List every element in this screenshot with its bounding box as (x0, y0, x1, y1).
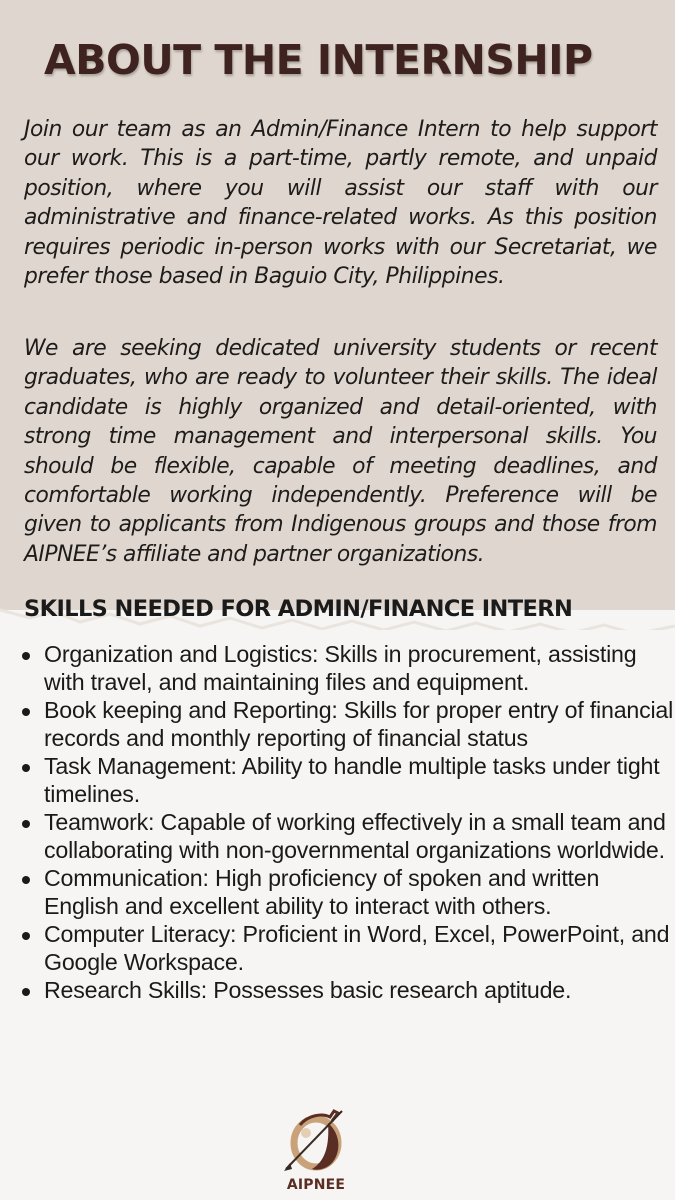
skill-item-text: Organization and Logistics: Skills in procurement, assisting with travel, and maintaining files and equipment. (44, 641, 637, 695)
bullet-icon (22, 652, 30, 660)
skill-item-text: Research Skills: Possesses basic research aptitude. (44, 977, 572, 1003)
skill-item-text: Task Management: Ability to handle multiple tasks under tight timelines. (44, 753, 660, 807)
skill-item-task-management (20, 752, 675, 808)
skill-item-computer-literacy (20, 920, 675, 976)
logo-text: AIPNEE (286, 1177, 346, 1193)
skills-heading: SKILLS NEEDED FOR ADMIN/FINANCE INTERN (24, 596, 573, 622)
bullet-icon (22, 988, 30, 996)
aipnee-logo (276, 1103, 356, 1193)
about-paragraph-1: Join our team as an Admin/Finance Intern to help support our work. This is a part-time, partly remote, and unpaid position, where you will assist our staff with our administrative and finance-related works. As this position requires periodic in-person works with our Secretariat, we prefer those based in Baguio City, Philippines. (24, 117, 657, 290)
skill-item-text: Computer Literacy: Proficient in Word, Excel, PowerPoint, and Google Workspace. (44, 921, 670, 975)
bullet-icon (22, 876, 30, 884)
about-heading: ABOUT THE INTERNSHIP (44, 36, 593, 84)
skill-item-text: Book keeping and Reporting: Skills for proper entry of financial records and monthly reporting of financial status (44, 697, 674, 751)
aipnee-logo-icon (276, 1103, 356, 1175)
bullet-icon (22, 820, 30, 828)
bullet-icon (22, 764, 30, 772)
skill-item-communication (20, 864, 675, 920)
skill-item-bookkeeping (20, 696, 675, 752)
skills-list (20, 640, 675, 1004)
about-paragraph-2: We are seeking dedicated university students or recent graduates, who are ready to volunteer their skills. The ideal candidate is highly organized and detail-oriented, with strong time management and interpersonal skills. You should be flexible, capable of meeting deadlines, and comfortable working independently. Preference will be given to applicants from Indigenous groups and those from AIPNEE’s affiliate and partner organizations. (24, 336, 657, 567)
skill-item-text: Communication: High proficiency of spoken and written English and excellent ability to interact with others. (44, 865, 600, 919)
skill-item-organization (20, 640, 675, 696)
skill-item-research (20, 976, 675, 1004)
skill-item-teamwork (20, 808, 675, 864)
skill-item-text: Teamwork: Capable of working effectively in a small team and collaborating with non-governmental organizations worldwide. (44, 809, 666, 863)
bullet-icon (22, 708, 30, 716)
bullet-icon (22, 932, 30, 940)
